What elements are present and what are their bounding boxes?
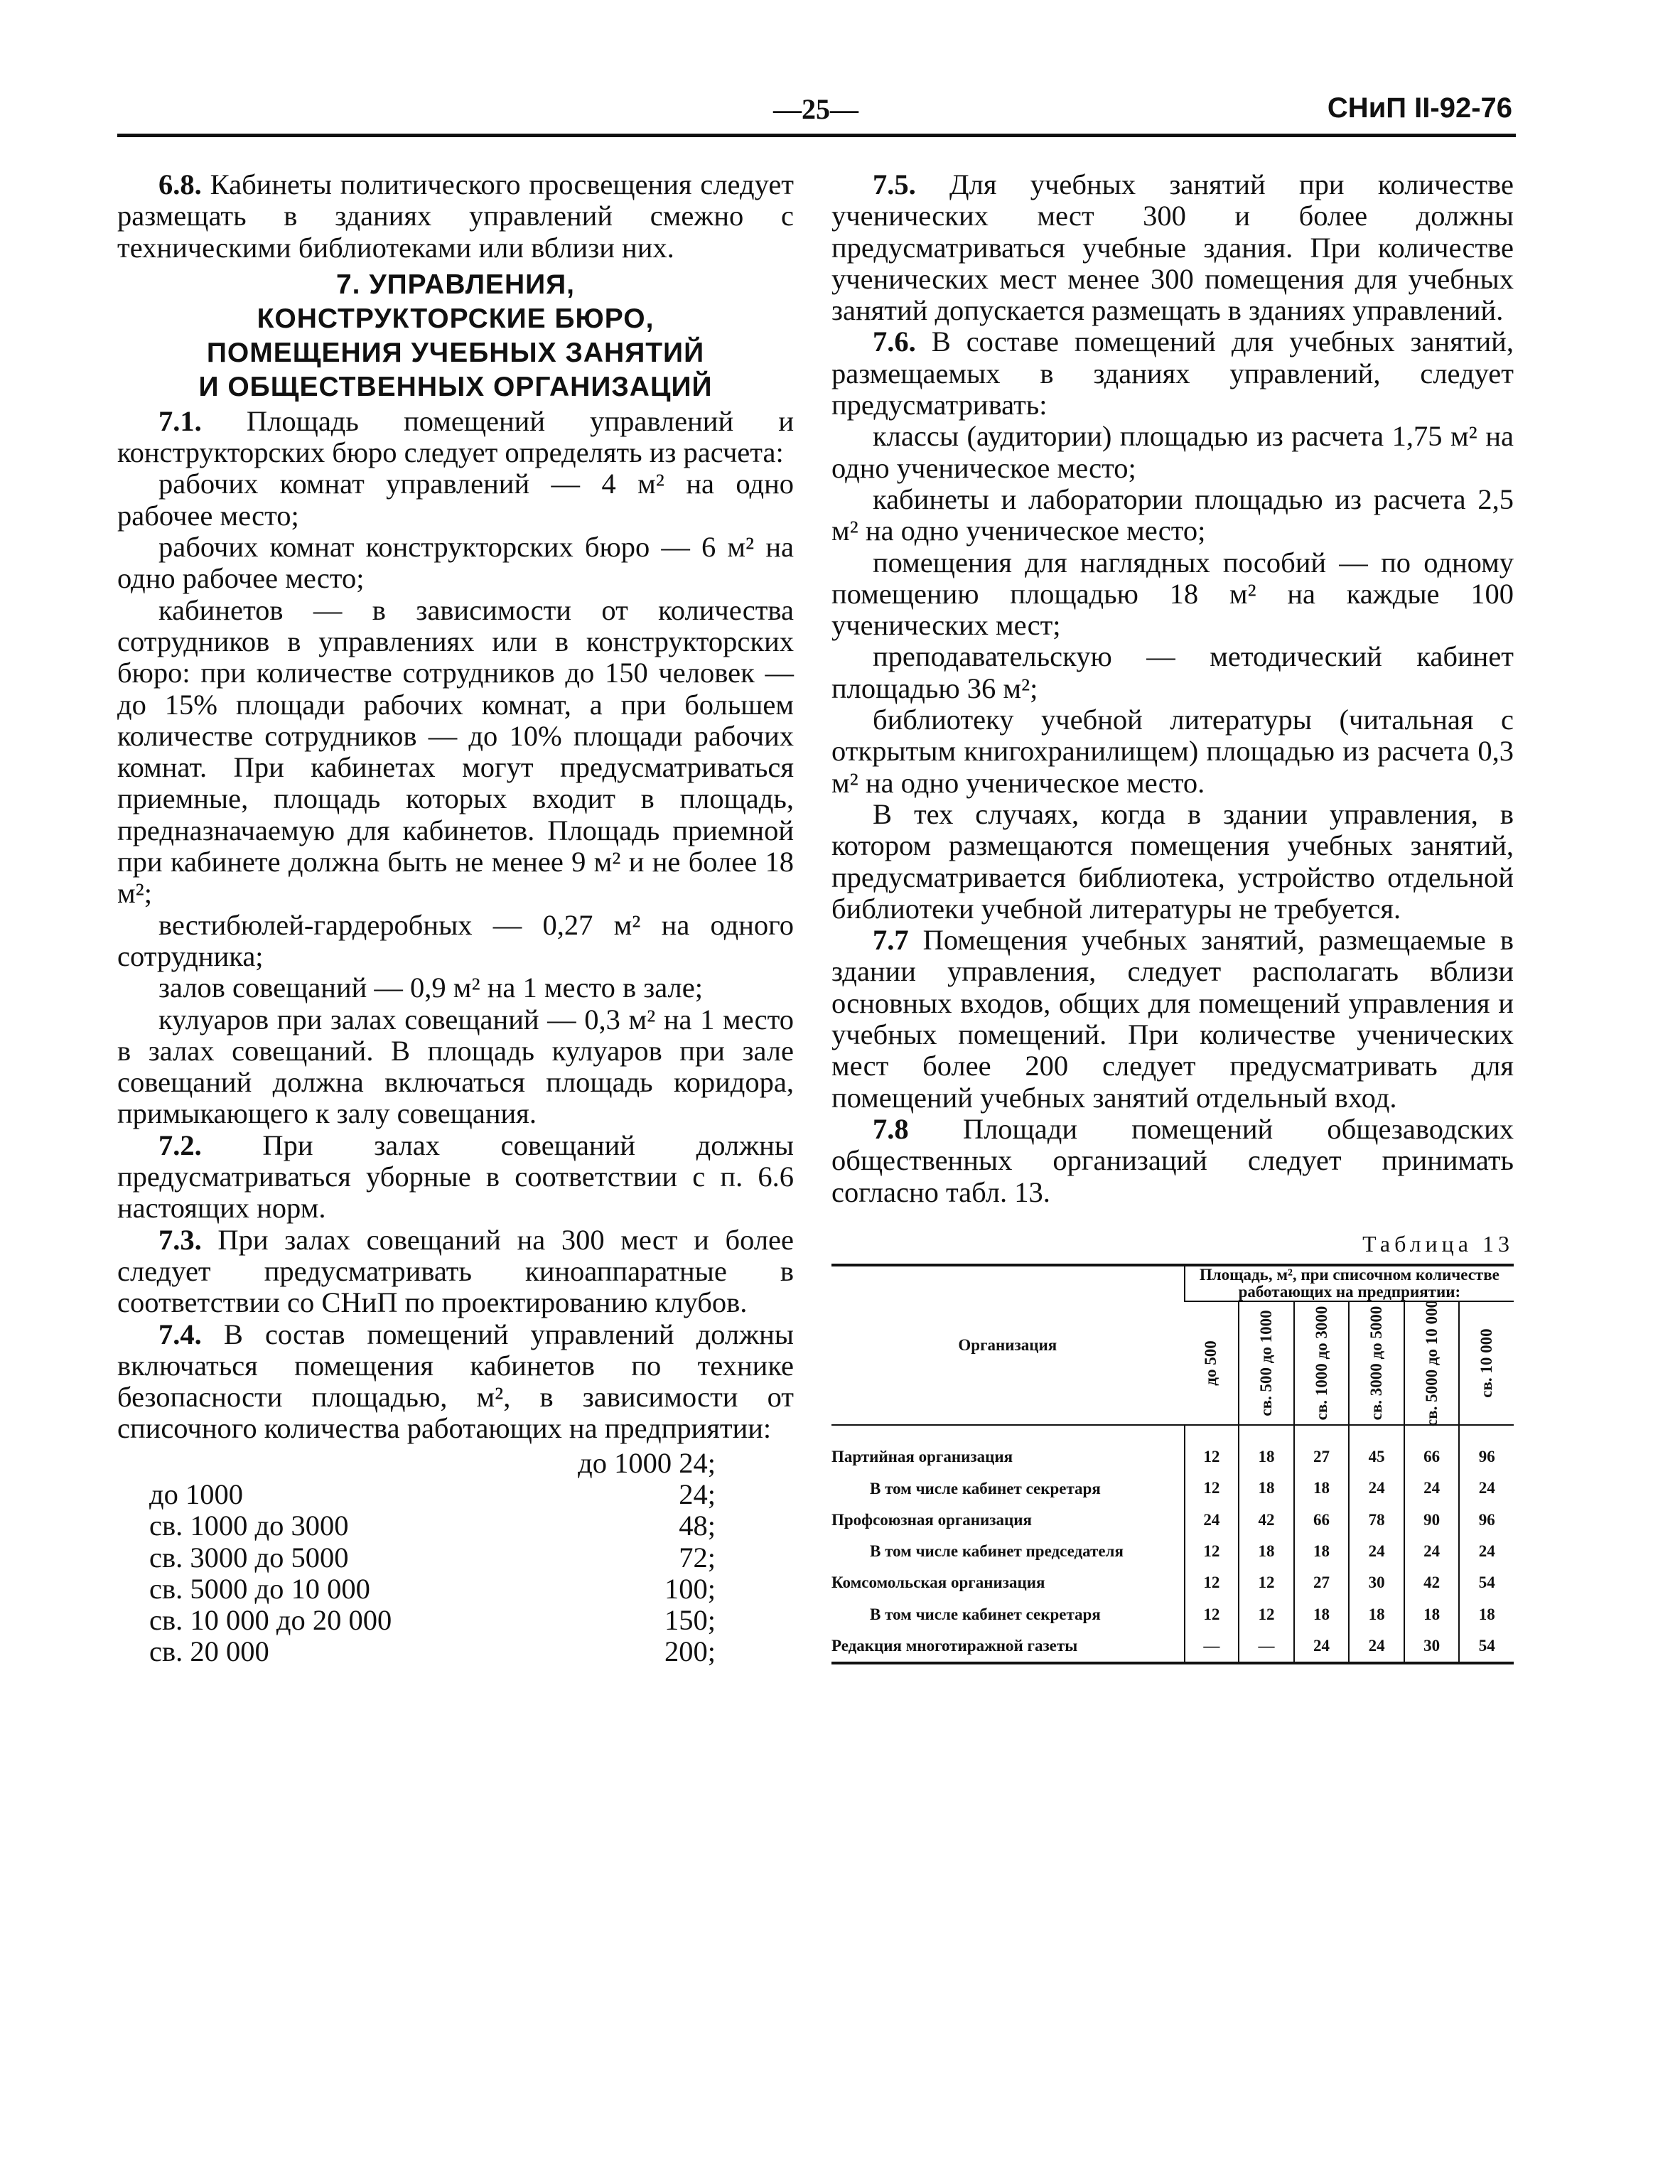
value-cell: 18 [1239,1473,1294,1504]
value-cell: 96 [1459,1425,1514,1473]
value-cell: 42 [1239,1505,1294,1536]
paragraph-7-3: 7.3. При залах совещаний на 300 мест и более следует предусматривать киноаппаратные в соответствии со СНиП по проектированию клубов. [117,1223,794,1319]
table-row [831,1630,1514,1663]
org-name-cell: Партийная организация [831,1448,1013,1466]
list-item: преподавательскую — методический кабинет площадью 36 м²; [831,640,1514,704]
value-cell: 24 [1349,1630,1404,1663]
value-cell: 24 [1349,1473,1404,1504]
value-cell: 24 [1185,1505,1239,1536]
org-name-cell: В том числе кабинет секретаря [870,1479,1101,1497]
value-cell: 24 [1349,1536,1404,1567]
list-item: кабинеты и лаборатории площадью из расчета 2,5 м² на одно ученическое место; [831,483,1514,547]
org-name-cell: Редакция многотиражной газеты [831,1637,1078,1655]
list-item: В тех случаях, когда в здании управления, в котором размещаются помещения учебных занятий, предусматривается библиотека, устройство отдельной библиотеки учебной литературы не требуется. [831,797,1514,925]
value-cell: 90 [1404,1505,1460,1536]
list-item: рабочих комнат управлений — 4 м² на одно рабочее место; [117,468,794,532]
list-item: залов совещаний — 0,9 м² на 1 место в зале; [158,972,703,1004]
value-cell: 24 [1404,1473,1460,1504]
value-cell: 12 [1239,1567,1294,1598]
list-item: до 1000 24; [149,1478,716,1510]
header-rule [117,134,1516,137]
value-cell: 18 [1294,1599,1350,1630]
value-cell: 24 [1459,1473,1514,1504]
section-7-title: 7. УПРАВЛЕНИЯ, КОНСТРУКТОРСКИЕ БЮРО, ПОМЕЩЕНИЯ УЧЕБНЫХ ЗАНЯТИЙ И ОБЩЕСТВЕННЫХ ОРГАНИЗАЦИЙ [198,269,713,402]
paragraph-7-6: 7.6. В составе помещений для учебных занятий, размещаемых в зданиях управлений, следует предусматривать: [831,326,1514,421]
paragraph-7-4: 7.4. В состав помещений управлений должны включаться помещения кабинетов по технике безопасности площадью, м², в зависимости от списочного количества работающих на предприятии: [117,1318,794,1445]
value-cell: 24 [1459,1536,1514,1567]
value-cell: 18 [1459,1599,1514,1630]
value-cell: 54 [1459,1567,1514,1598]
list-item: кабинетов — в зависимости от количества сотрудников в управлениях или в конструкторских бюро: при количестве сотрудников до 150 человек — до 15% площади рабочих комнат, а при большем количестве сотрудников — до 10% площади рабочих комнат. При кабинетах могут предусматриваться приемные, площадь которых входит в площадь, предназначаемую для кабинетов. Площадь приемной при кабинете должна быть не менее 9 м² и не более 18 м²; [117,593,794,910]
value-cell: 12 [1185,1425,1239,1473]
value-cell: 27 [1294,1567,1350,1598]
paragraph-6-8: 6.8. Кабинеты политического просвещения следует размещать в зданиях управлений смежно с техническими библиотеками или вблизи них. [117,168,794,264]
org-name-cell: Комсомольская организация [831,1574,1045,1592]
value-cell: 18 [1404,1599,1460,1630]
value-cell: 42 [1404,1567,1460,1598]
value-cell: 12 [1185,1473,1239,1504]
table-caption: Таблица 13 [1362,1230,1514,1257]
value-cell: 30 [1349,1567,1404,1598]
column-header: св. 5000 до 10 000 [1404,1301,1460,1425]
value-cell: — [1239,1630,1294,1663]
paragraph-7-5: 7.5. Для учебных занятий при количестве ученических мест 300 и более должны предусматриваться учебные здания. При количестве ученических мест менее 300 помещения для учебных занятий допускается размещать в зданиях управлений. [831,168,1514,327]
column-header: св. 500 до 1000 [1239,1301,1294,1425]
value-cell: 45 [1349,1425,1404,1473]
page-number: —25— [773,93,858,125]
column-header: до 500 [1185,1301,1239,1425]
table-row [831,1599,1514,1630]
list-item: рабочих комнат конструкторских бюро — 6 м² на одно рабочее место; [117,531,794,595]
document-code: СНиП II-92-76 [1327,92,1512,124]
value-cell: 66 [1404,1425,1460,1473]
column-header: св. 3000 до 5000 [1349,1301,1404,1425]
value-cell: 78 [1349,1505,1404,1536]
value-cell: 12 [1185,1536,1239,1567]
paragraph-7-8: 7.8 Площади помещений общезаводских общественных организаций следует принимать согласно табл. 13. [831,1112,1514,1208]
value-cell: 54 [1459,1630,1514,1663]
value-cell: 12 [1185,1567,1239,1598]
org-name-cell: В том числе кабинет председателя [870,1542,1124,1561]
paragraph-7-2: 7.2. При залах совещаний должны предусматриваться уборные в соответствии с п. 6.6 настоящих норм. [117,1129,794,1225]
org-column-header: Организация [831,1265,1185,1425]
org-name-cell: Профсоюзная организация [831,1510,1032,1529]
value-cell: 30 [1404,1630,1460,1663]
safety-office-area-list [117,1448,794,1668]
list-item: классы (аудитории) площадью из расчета 1,75 м² на одно ученическое место; [831,420,1514,484]
table-row [831,1473,1514,1504]
value-cell: 18 [1294,1536,1350,1567]
value-cell: 24 [1294,1630,1350,1663]
table-row [831,1505,1514,1536]
table-row [831,1425,1514,1473]
list-item: св. 1000 до 3000 48; [149,1510,716,1542]
value-cell: 18 [1294,1473,1350,1504]
value-cell: 18 [1239,1425,1294,1473]
list-item: св. 20 000 200; [149,1635,716,1668]
list-item: вестибюлей-гардеробных — 0,27 м² на одного сотрудника; [117,908,794,972]
table-13 [831,1264,1514,1664]
column-header: св. 10 000 [1459,1301,1514,1425]
column-header: св. 1000 до 3000 [1294,1301,1350,1425]
paragraph-7-7: 7.7 Помещения учебных занятий, размещаемые в здании управления, следует располагать вблизи основных входов, общих для помещений управления и учебных помещений. При количестве ученических мест более 200 следует предусматривать для помещений учебных занятий отдельный вход. [831,924,1514,1114]
value-cell: 27 [1294,1425,1350,1473]
value-cell: 18 [1239,1536,1294,1567]
right-column [831,169,1514,1664]
list-item: библиотеку учебной литературы (читальная с открытым книгохранилищем) площадью из расчета 0,3 м² на одно ученическое место. [831,704,1514,799]
area-group-header: Площадь, м², при списочном количестве работающих на предприятии: [1185,1265,1514,1301]
left-column [117,169,794,1668]
value-cell: 18 [1349,1599,1404,1630]
page-header [119,92,1512,135]
list-heading: до 1000 24; [578,1446,716,1479]
list-item: помещения для наглядных пособий — по одному помещению площадью 18 м² на каждые 100 ученических мест; [831,546,1514,642]
paragraph-7-1: 7.1. Площадь помещений управлений и конструкторских бюро следует определять из расчета: [117,404,794,469]
value-cell: 12 [1185,1599,1239,1630]
table-row [831,1536,1514,1567]
value-cell: 24 [1404,1536,1460,1567]
list-item: св. 10 000 до 20 000 150; [149,1604,716,1637]
value-cell: 96 [1459,1505,1514,1536]
value-cell: 12 [1239,1599,1294,1630]
list-item: кулуаров при залах совещаний — 0,3 м² на 1 место в залах совещаний. В площадь кулуаров при зале совещаний должна включаться площадь коридора, примыкающего к залу совещания. [117,1003,794,1130]
value-cell: 66 [1294,1505,1350,1536]
table-row [831,1567,1514,1598]
value-cell: — [1185,1630,1239,1663]
org-name-cell: В том числе кабинет секретаря [870,1605,1101,1623]
list-item: св. 3000 до 5000 72; [149,1541,716,1574]
list-item: св. 5000 до 10 000 100; [149,1572,716,1605]
